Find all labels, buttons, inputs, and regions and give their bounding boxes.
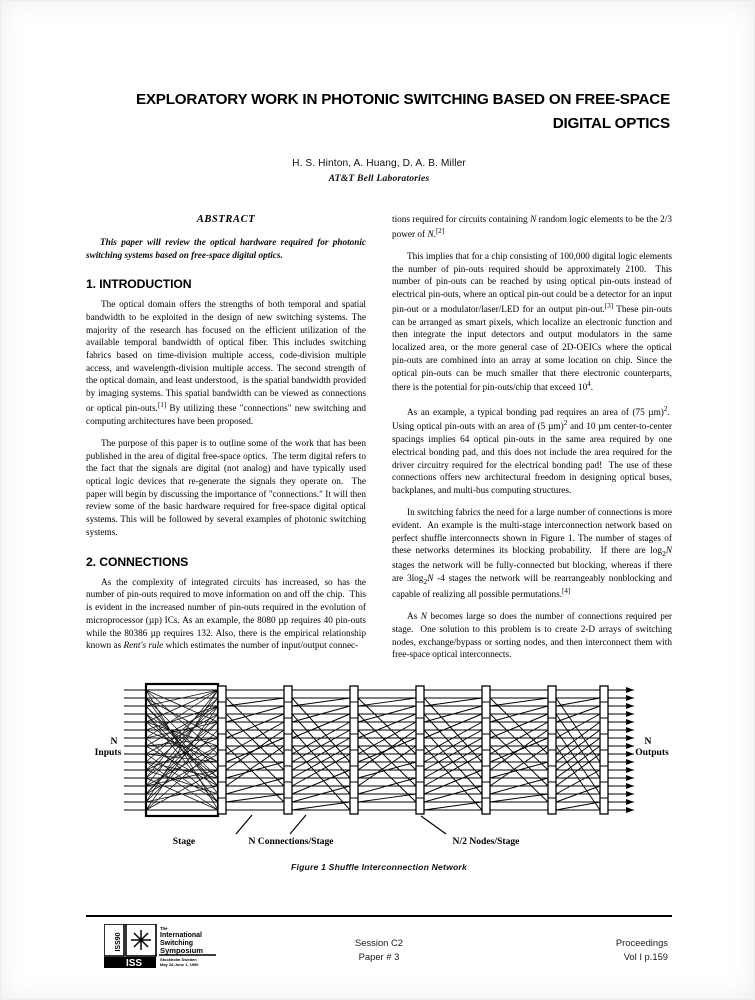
shuffle-interconnects: [226, 690, 600, 810]
abstract-heading: ABSTRACT: [196, 214, 256, 225]
iss-logo-line-symposium: Symposium: [160, 946, 204, 955]
iss-logo-line-international: International: [160, 932, 203, 939]
figure-label-stage: Stage: [172, 836, 196, 847]
figure-1-diagram: [86, 676, 672, 851]
leader-lines: [236, 815, 446, 834]
page-content: [86, 0, 672, 1000]
footer-proceedings-info: [616, 936, 668, 963]
footer-proceedings: Proceedings: [615, 937, 668, 948]
figure-label-inputs: Inputs: [94, 747, 122, 758]
paragraph-connections-3: As an example, a typical bonding pad requires an area of (75 µm)$^2$. Using optical pin-outs with an area of (5 µm)$^2$ and 10 µm center-to-center spacings implies 64 optical pin-outs in the same area required by one electrical bonding pad, and this does not include the area required for the driver circuitry required for the electrical bonding pad! The use of these connections offers new architectural freedom in designing optical buses, backplanes, and multi-bus computing structures.: [392, 404, 672, 497]
section-heading-introduction: 1. INTRODUCTION: [86, 277, 192, 292]
iss-logo-line-the: The: [160, 926, 168, 931]
figure-1: [86, 676, 672, 872]
output-arrowheads: [626, 687, 634, 813]
iss-logo-acronym: ISS: [125, 958, 143, 968]
paragraph-connections-4: In switching fabrics the need for a large number of connections is more evident. An example is the multi-stage interconnection network based on perfect shuffle interconnects shown in Figure 1. The number of stages of these networks determines its blocking probability. If there are $\log_2N$ stages the network will be fully-connected but blocking, whereas if there are $3\log_2N$ -4 stages the network will be rearrangeably nonblocking and capable of realizing all possible permutations.[4]: [392, 508, 672, 601]
footer-session-info: [355, 936, 403, 963]
shuffle-crossing-block: [146, 690, 218, 810]
footer-session: Session C2: [355, 937, 403, 948]
figure-label-connections-per-stage: N Connections/Stage: [248, 836, 334, 847]
paragraph-intro-2: The purpose of this paper is to outline some of the work that has been published in the area of digital free-space optics. The term digital refers to the fact that the signals are digital (not analog) and have typically used optical logic devices that re-generate the signals they operate on. The paper will begin by discussing the importance of "connections." It will then review some of the basic hardware required for free-space digital optical systems. This will be followed by several examples of photonic switching systems.: [86, 438, 366, 538]
figure-label-outputs: Outputs: [635, 747, 669, 758]
paper-title-line-1: EXPLORATORY WORK IN PHOTONIC SWITCHING BASED ON FREE-SPACE: [135, 91, 670, 108]
paper-title-line-2: DIGITAL OPTICS: [552, 114, 670, 132]
figure-label-nodes-per-stage: N/2 Nodes/Stage: [452, 836, 520, 847]
paragraph-connections-1: As the complexity of integrated circuits has increased, so has the number of pin-outs required to move information on and off the chip. This is evident in the increased number of pin-outs required in the evolution of microprocessor (µp) ICs. As an example, the 8080 µp requires 40 pin-outs while the 80386 µp requires 132. Also, there is the empirical relationship known as Rent's rule which estimates the number of input/output connec-: [86, 577, 366, 652]
footer-paper-number: Paper # 3: [358, 950, 400, 962]
figure-label-outputs-n: N: [644, 736, 652, 747]
iss-logo-line-switching: Switching: [160, 940, 194, 947]
author-list: H. S. Hinton, A. Huang, D. A. B. Miller: [292, 158, 466, 170]
body-columns: [86, 214, 672, 672]
iss-logo-starburst: [131, 930, 151, 950]
right-column: [392, 214, 672, 672]
page-footer: [86, 924, 672, 984]
abstract-text: This paper will review the optical hardware required for photonic switching systems based on free-space digital optics.: [86, 237, 366, 261]
paragraph-connections-5: As N becomes large so does the number of connections required per stage. One solution to this problem is to create 2-D arrays of switching nodes, exchange/bypass or sorting nodes, and then interconnect them with free-space optical interconnects.: [392, 612, 672, 661]
figure-label-inputs-n: N: [110, 736, 118, 747]
figure-1-caption: Figure 1 Shuffle Interconnection Network: [291, 862, 467, 872]
paragraph-connections-1-cont: tions required for circuits containing N random logic elements to be the 2/3 power of N.[2]: [392, 215, 672, 240]
iss-logo-venue: Stockholm Sweden: [160, 957, 197, 962]
paragraph-connections-2: This implies that for a chip consisting of 100,000 digital logic elements the number of pin-outs required should be approximately 2100. This number of pin-outs can be reached by using optical pin-outs instead of electrical pin-outs, where an optical pin-out could be a detector for an input pin-out or a modulator/laser/LED for an output pin-out.[3] These pin-outs can be arranged as smart pixels, which localize an electronic function and then integrate the input detectors and output modulators in the same localized area, or the more general case of 2D-OEICs where the optical pin-outs are combined into an array at some location on chip. Since the optical pin-outs can be much smaller that there electronic counterparts, there is the potential for pin-outs/chip that exceed $10^4$.: [392, 252, 672, 394]
paragraph-intro-1: The optical domain offers the strengths of both temporal and spatial bandwidth to be exploited in the design of new switching systems. The majority of the research has focused on the efficient utilization of the available temporal bandwidth of optical fiber. This includes switching fabrics based on time-division multiple access, code-division multiple access, and wavelength-division multiple access. The second strength of the optical domain, and least understood, is the spatial bandwidth provided by imaging systems. This spatial bandwidth can be viewed as connections or optical pin-outs.[1] By utilizing these "connections" new switching and computing architectures have been proposed.: [86, 300, 366, 427]
left-column: [86, 214, 366, 672]
affiliation: AT&T Bell Laboratories: [328, 173, 430, 185]
iss-logo-dates: May 28-June 1, 1990: [160, 962, 199, 967]
iss-logo-sidetext: ISS90: [115, 932, 122, 952]
footer-divider: [86, 915, 672, 917]
paper-title: [86, 88, 672, 135]
section-heading-connections: 2. CONNECTIONS: [86, 554, 189, 569]
iss-logo: [104, 924, 222, 968]
footer-volume-page: Vol I p.159: [623, 950, 668, 962]
